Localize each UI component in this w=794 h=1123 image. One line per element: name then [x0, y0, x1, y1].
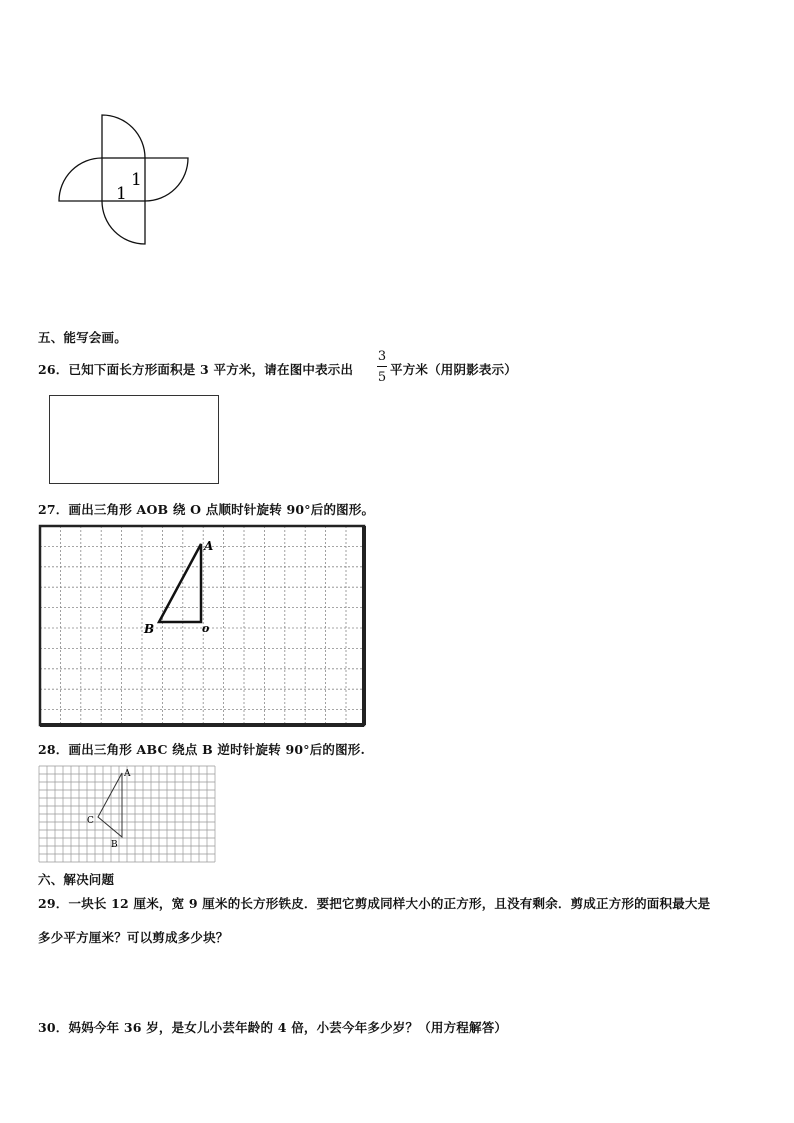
q26-rectangle[interactable]	[49, 395, 219, 484]
windmill-figure	[50, 108, 200, 253]
q27-text: 27．画出三角形 AOB 绕 O 点顺时针旋转 90°后的图形。	[38, 502, 375, 517]
q28-label-A: A	[124, 769, 131, 779]
q29-line2: 多少平方厘米？可以剪成多少块？	[38, 930, 229, 945]
q28-triangle-ABC	[98, 773, 122, 837]
q26-text-pre: 26．已知下面长方形面积是 3 平方米，请在图中表示出	[38, 362, 354, 377]
windmill-label-1: 1	[116, 184, 127, 204]
q26-fraction-bar	[377, 366, 387, 367]
q28-label-C: C	[87, 816, 94, 826]
section5-title: 五、能写会画。	[38, 330, 127, 345]
q30-text: 30．妈妈今年 36 岁，是女儿小芸年龄的 4 倍，小芸今年多少岁？（用方程解答）	[38, 1020, 508, 1035]
q28-label-B: B	[111, 840, 118, 850]
q26-text-post: 平方米（用阴影表示）	[390, 362, 518, 377]
left-blade	[59, 158, 102, 201]
q27-grid[interactable]	[38, 524, 368, 729]
windmill-label-2: 1	[131, 170, 142, 190]
q26-fraction-denominator: 5	[377, 370, 387, 385]
top-blade	[102, 115, 145, 158]
q26-fraction-numerator: 3	[377, 349, 387, 364]
q27-label-A: A	[204, 539, 214, 553]
q27-label-B: B	[144, 622, 155, 636]
q28-grid-lines	[39, 766, 215, 862]
q28-grid[interactable]	[38, 765, 218, 863]
bottom-blade	[102, 201, 145, 244]
q27-label-O: o	[202, 622, 210, 635]
q28-text: 28．画出三角形 ABC 绕点 B 逆时针旋转 90°后的图形.	[38, 742, 366, 757]
section6-title: 六、解决问题	[38, 872, 115, 887]
q27-triangle-AOB	[159, 544, 201, 622]
right-blade	[145, 158, 188, 201]
q29-line1: 29．一块长 12 厘米，宽 9 厘米的长方形铁皮．要把它剪成同样大小的正方形，且没有剩余．剪成正方形的面积最大是	[38, 896, 711, 911]
